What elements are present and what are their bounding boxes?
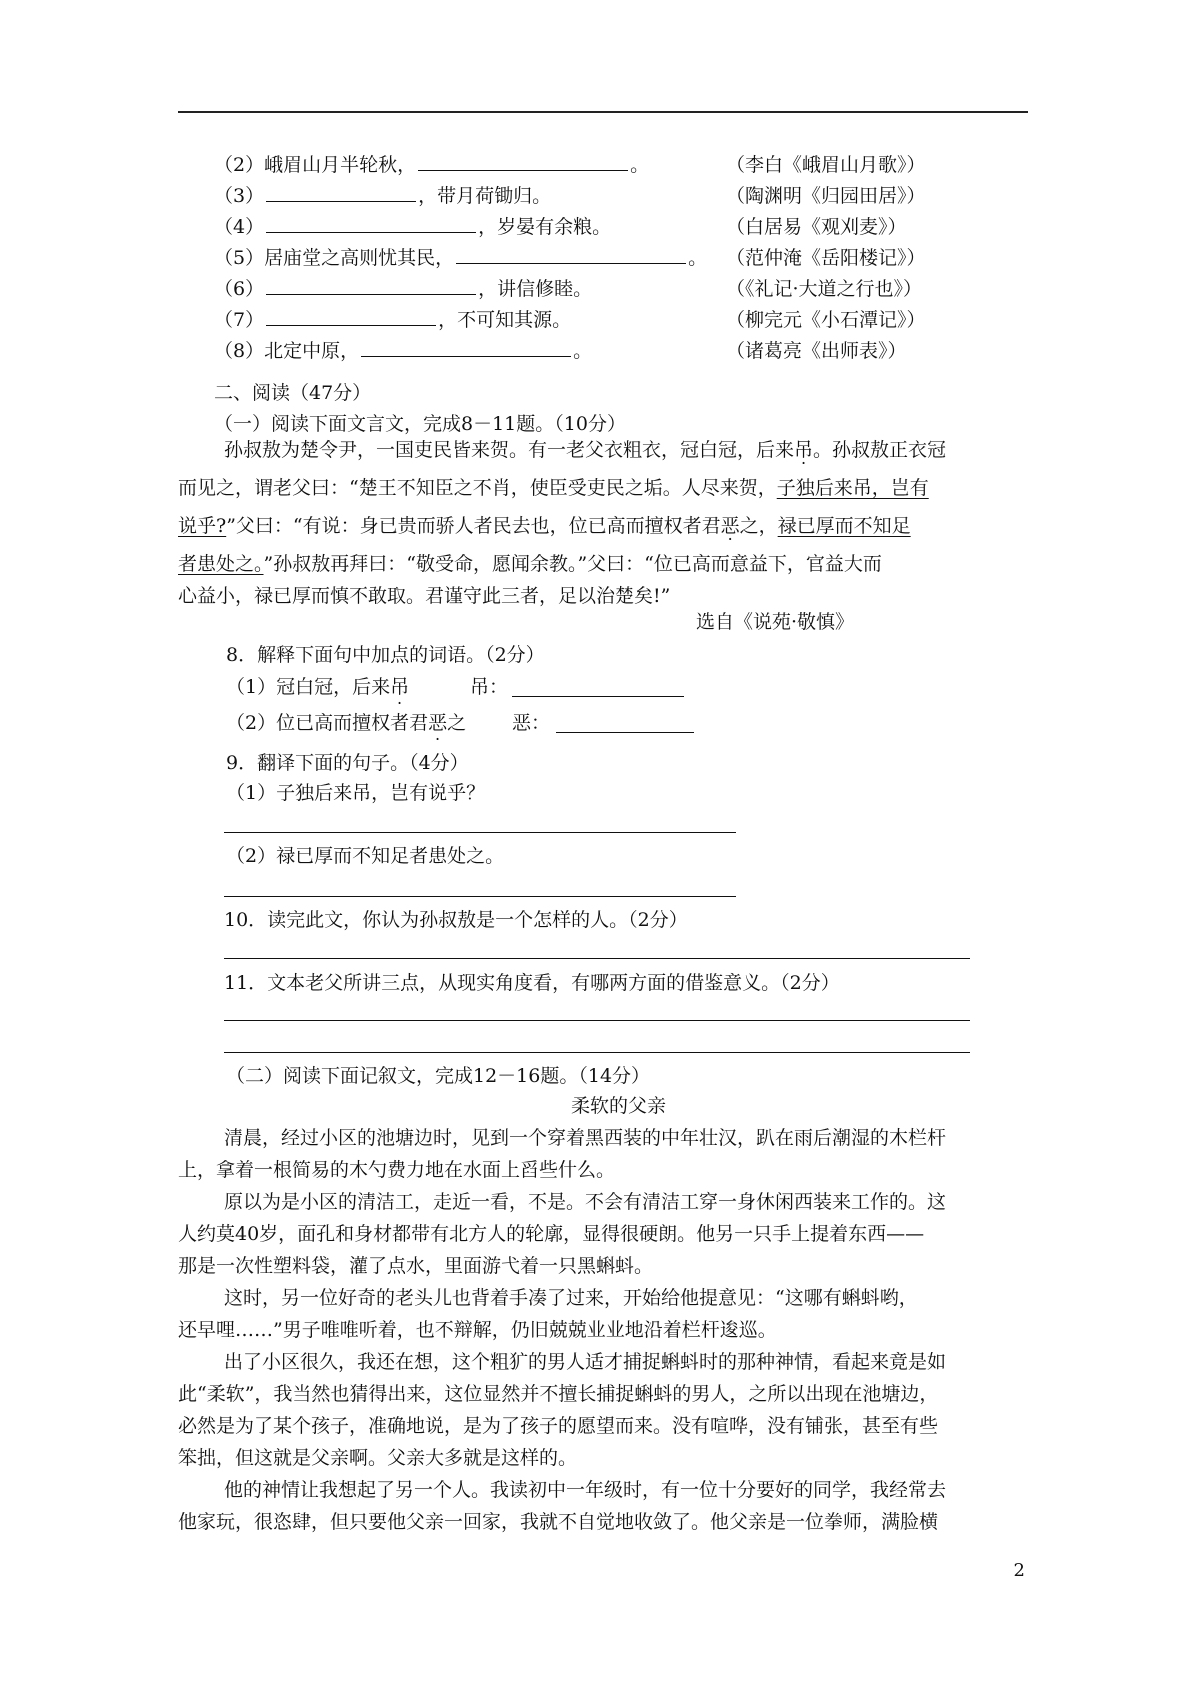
q9-title: 9．翻译下面的句子。（4分）: [226, 752, 469, 774]
story-line: 他家玩，很恣肆，但只要他父亲一回家，我就不自觉地收敛了。他父亲是一位拳师，满脸横: [178, 1511, 939, 1533]
classical-passage: [178, 434, 1038, 612]
fill-blank[interactable]: [266, 183, 416, 202]
classical-line: 心益小，禄已厚而慎不敢取。君谨守此三者，足以治楚矣!”: [178, 585, 671, 607]
q10-title: 10．读完此文，你认为孙叔敖是一个怎样的人。（2分）: [224, 909, 688, 931]
underlined-sentence: 子独后来吊，岂有: [776, 477, 929, 499]
story-line: 这时，另一位好奇的老头儿也背着手凑了过来，开始给他提意见：“这哪有蝌蚪哟，: [224, 1287, 918, 1309]
recitation-item: （6） ，讲信修睦。: [214, 278, 593, 300]
header-rule: [178, 111, 1028, 113]
underlined-sentence: 禄已厚而不知足: [777, 515, 911, 537]
story-line: 此“柔软”，我当然也猜得出来，这位显然并不擅长捕捉蝌蚪的男人，之所以出现在池塘边，: [178, 1383, 939, 1405]
story-line: 他的神情让我想起了另一个人。我读初中一年级时，有一位十分要好的同学，我经常去: [224, 1479, 947, 1501]
classical-line: 者患处之。”孙叔敖再拜曰：“敬受命，愿闻余教。”父曰：“位已高而意益下，官益大而: [178, 553, 882, 575]
recitation-item: （3） ，带月荷锄归。: [214, 185, 552, 207]
recitation-item: （8）北定中原， 。: [214, 340, 593, 362]
page-number: 2: [1013, 1560, 1025, 1581]
fill-blank[interactable]: [456, 245, 686, 264]
fill-blank[interactable]: [418, 152, 628, 171]
part2-title: （二）阅读下面记叙文，完成12－16题。（14分）: [226, 1065, 651, 1087]
dotted-char: 吊: [794, 439, 814, 461]
section-title: 二、阅读（47分）: [214, 382, 372, 404]
classical-line: 而见之，谓老父曰：“楚王不知臣之不肖，使臣受吏民之垢。人尽来贺，子独后来吊，岂有: [178, 477, 929, 499]
q9-answer-line-1[interactable]: [224, 832, 736, 833]
q9-item-1: （1）子独后来吊，岂有说乎？: [226, 782, 486, 804]
story-line: 清晨，经过小区的池塘边时，见到一个穿着黑西装的中年壮汉，趴在雨后潮湿的木栏杆: [224, 1127, 947, 1149]
dotted-char: 恶: [720, 515, 740, 537]
recitation-item: （7） ，不可知其源。: [214, 309, 572, 331]
story-title: 柔软的父亲: [571, 1095, 667, 1117]
q9-answer-line-2[interactable]: [224, 896, 736, 897]
story-line: 人约莫40岁，面孔和身材都带有北方人的轮廓，显得很硬朗。他另一只手上提着东西——: [178, 1223, 925, 1245]
q10-answer-line[interactable]: [224, 958, 970, 959]
story-line: 上，拿着一根简易的木勺费力地在水面上舀些什么。: [178, 1159, 616, 1181]
q11-title: 11．文本老父所讲三点，从现实角度看，有哪两方面的借鉴意义。（2分）: [224, 972, 840, 994]
fill-blank[interactable]: [266, 307, 436, 326]
q8-item-1: （1）冠白冠，后来吊: [226, 676, 410, 698]
recitation-source: （柳完元《小石潭记》）: [726, 309, 926, 331]
story-line: 必然是为了某个孩子，准确地说，是为了孩子的愿望而来。没有喧哗，没有铺张，甚至有些: [178, 1415, 939, 1437]
q11-answer-line-2[interactable]: [224, 1052, 970, 1053]
recitation-source: （范仲淹《岳阳楼记》）: [726, 247, 926, 269]
classical-line: 孙叔敖为楚令尹，一国吏民皆来贺。有一老父衣粗衣，冠白冠，后来吊。孙叔敖正衣冠: [224, 439, 947, 461]
recitation-source: （陶渊明《归园田居》）: [726, 185, 926, 207]
q8-item-1-label: 吊：: [470, 676, 509, 698]
q8-answer-line-2[interactable]: [556, 732, 694, 733]
q8-item-2: （2）位已高而擅权者君恶之: [226, 712, 467, 734]
classical-source: 选自《说苑·敬慎》: [696, 611, 855, 633]
story-line: 还早哩……”男子唯唯听着，也不辩解，仍旧兢兢业业地沿着栏杆逡巡。: [178, 1319, 777, 1341]
recitation-source: （白居易《观刈麦》）: [726, 216, 907, 238]
story-line: 笨拙，但这就是父亲啊。父亲大多就是这样的。: [178, 1447, 578, 1469]
fill-blank[interactable]: [361, 338, 571, 357]
q9-item-2: （2）禄已厚而不知足者患处之。: [226, 845, 505, 867]
underlined-sentence: 者患处之。: [178, 553, 264, 575]
part1-title: （一）阅读下面文言文，完成8－11题。（10分）: [214, 413, 626, 435]
recitation-item: （2）峨眉山月半轮秋， 。: [214, 154, 650, 176]
recitation-source: （诸葛亮《出师表》）: [726, 340, 907, 362]
story-line: 那是一次性塑料袋，灌了点水，里面游弋着一只黑蝌蚪。: [178, 1255, 654, 1277]
fill-blank[interactable]: [266, 214, 476, 233]
q11-answer-line-1[interactable]: [224, 1020, 970, 1021]
story-body: [178, 1122, 1038, 1538]
recitation-source: （李白《峨眉山月歌》）: [726, 154, 926, 176]
fill-blank[interactable]: [266, 276, 476, 295]
classical-line: 说乎?”父曰：“有说：身已贵而骄人者民去也，位已高而擅权者君恶之，禄已厚而不知足: [178, 515, 911, 537]
q8-answer-line-1[interactable]: [512, 696, 684, 697]
recitation-item: （5）居庙堂之高则忧其民， 。: [214, 247, 708, 269]
q8-title: 8．解释下面句中加点的词语。（2分）: [226, 644, 545, 666]
recitation-source: （《礼记·大道之行也》）: [726, 278, 923, 300]
recitation-item: （4） ，岁晏有余粮。: [214, 216, 612, 238]
story-line: 出了小区很久，我还在想，这个粗犷的男人适才捕捉蝌蚪时的那种神情，看起来竟是如: [224, 1351, 947, 1373]
q8-item-2-label: 恶：: [512, 712, 551, 734]
story-line: 原以为是小区的清洁工，走近一看，不是。不会有清洁工穿一身休闲西装来工作的。这: [224, 1191, 947, 1213]
